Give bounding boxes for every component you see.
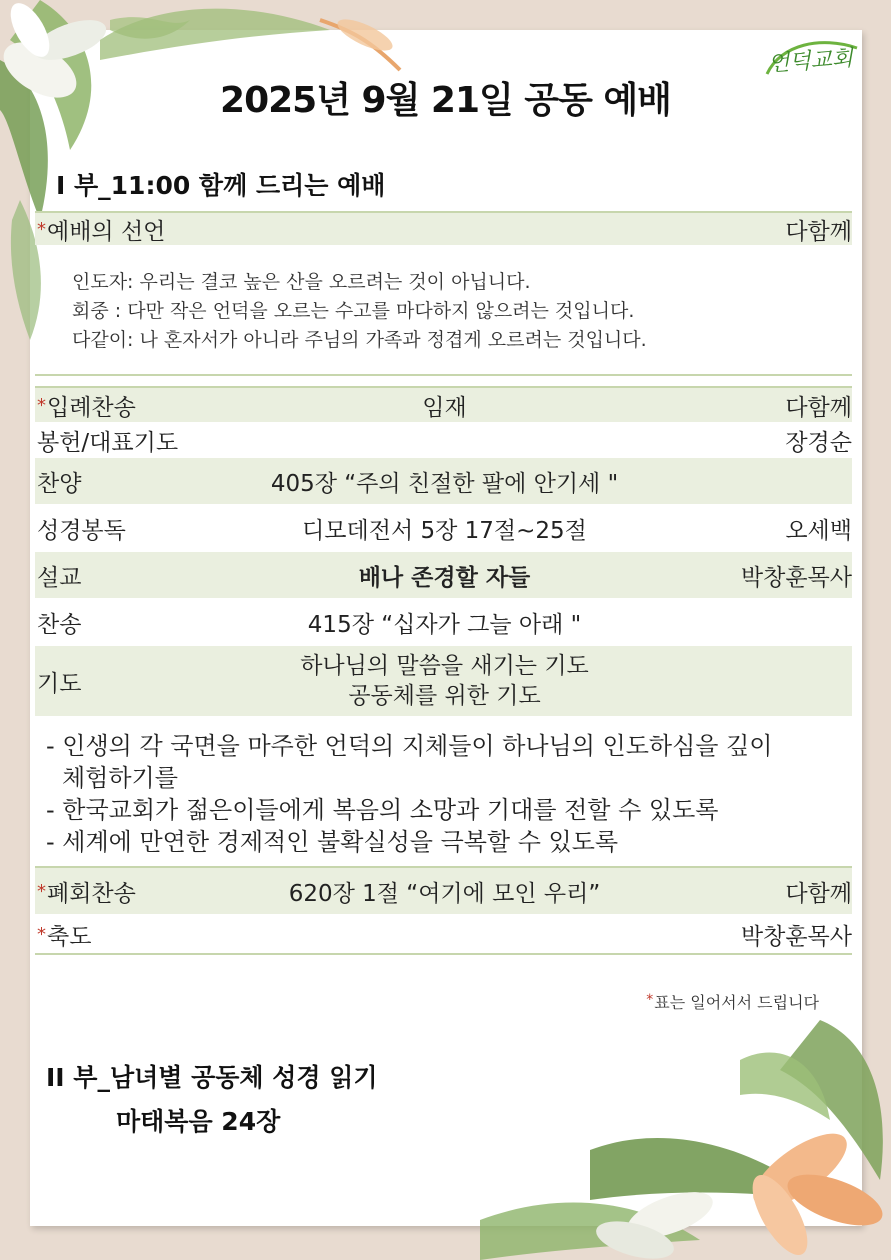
closing-row	[35, 868, 852, 914]
order-label: 봉헌/대표기도	[37, 429, 179, 456]
church-logo: 언덕교회	[767, 46, 854, 77]
order-label: 성경봉독	[37, 517, 126, 544]
litany-line: 다같이: 나 혼자서가 아니라 주님의 가족과 정겹게 오르려는 것입니다.	[72, 329, 647, 351]
closing-row	[35, 914, 852, 954]
order-row	[35, 458, 852, 504]
prayer-item: - 한국교회가 젊은이들에게 복음의 소망과 기대를 전할 수 있도록	[46, 796, 719, 824]
order-row	[35, 646, 852, 716]
order-row	[35, 504, 852, 552]
divider	[35, 374, 852, 376]
litany-block	[72, 268, 647, 355]
page-title: 2025년 9월 21일 공동 예배	[220, 80, 671, 121]
order-leader: 오세백	[785, 517, 852, 544]
declaration-leader: 다함께	[785, 218, 852, 245]
order-content: 임재	[422, 394, 467, 421]
sermon-title: 배나 존경할 자들	[358, 564, 531, 591]
order-leader: 다함께	[785, 880, 852, 907]
prayer-item: - 세계에 만연한 경제적인 불확실성을 극복할 수 있도록	[46, 828, 619, 856]
prayer-list	[46, 730, 772, 858]
order-label: 축도	[47, 923, 92, 950]
order-content: 디모데전서 5장 17절~25절	[302, 517, 587, 544]
order-leader: 박창훈목사	[740, 923, 852, 950]
order-row	[35, 598, 852, 646]
declaration-label: 예배의 선언	[47, 218, 166, 245]
order-label: 폐회찬송	[47, 880, 136, 907]
standing-note: *표는 일어서서 드립니다	[646, 992, 819, 1012]
order-content: 405장 “주의 친절한 팔에 안기세 "	[270, 470, 619, 497]
stand-mark-icon: *	[37, 880, 46, 902]
order-leader: 박창훈목사	[740, 564, 852, 591]
order-content: 620장 1절 “여기에 모인 우리”	[288, 880, 601, 907]
order-label: 입례찬송	[47, 394, 136, 421]
lily-flower-bottom-right-decoration	[440, 1000, 891, 1260]
part1-title: I 부_11:00 함께 드리는 예배	[56, 171, 386, 200]
order-row	[35, 422, 852, 458]
stand-mark-icon: *	[37, 923, 46, 945]
order-label: 찬송	[37, 611, 82, 638]
order-content: 하나님의 말씀을 새기는 기도	[300, 653, 589, 679]
litany-line: 회중 : 다만 작은 언덕을 오르는 수고를 마다하지 않으려는 것입니다.	[72, 300, 635, 322]
prayer-item: 체험하기를	[62, 764, 178, 792]
order-label: 설교	[37, 564, 82, 591]
stand-mark-icon: *	[37, 394, 46, 416]
order-label: 기도	[37, 670, 82, 697]
stand-mark-icon: *	[646, 992, 654, 1008]
divider	[35, 953, 852, 955]
order-content: 415장 “십자가 그늘 아래 "	[307, 611, 582, 638]
litany-line: 인도자: 우리는 결코 높은 산을 오르려는 것이 아닙니다.	[72, 271, 531, 293]
order-row	[35, 552, 852, 598]
part2-reading: 마태복음 24장	[116, 1107, 281, 1136]
part2-title: II 부_남녀별 공동체 성경 읽기	[46, 1063, 378, 1092]
order-content: 공동체를 위한 기도	[348, 683, 541, 709]
order-leader: 장경순	[785, 429, 852, 456]
order-label: 찬양	[37, 470, 82, 497]
order-leader: 다함께	[785, 394, 852, 421]
declaration-row	[35, 213, 852, 245]
stand-mark-icon: *	[37, 218, 46, 240]
prayer-item: - 인생의 각 국면을 마주한 언덕의 지체들이 하나님의 인도하심을 깊이	[46, 732, 773, 760]
order-row	[35, 388, 852, 422]
